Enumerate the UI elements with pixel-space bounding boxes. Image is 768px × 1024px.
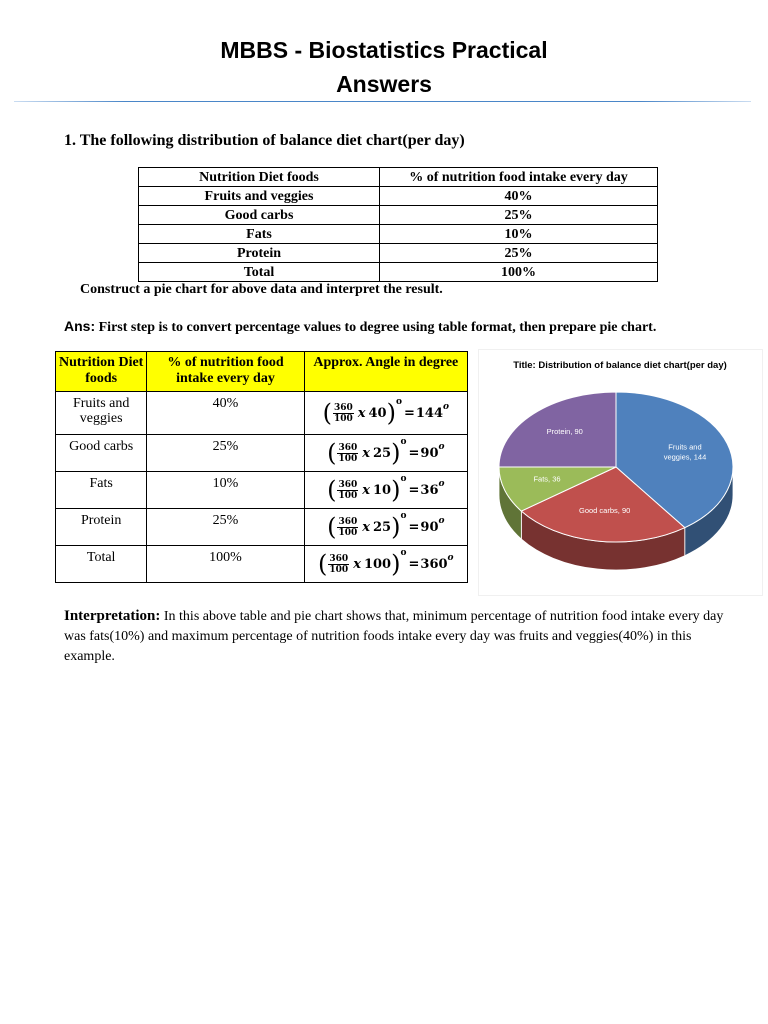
equals-sign: =	[403, 405, 415, 421]
pie-slice-label: Good carbs, 90	[579, 505, 631, 515]
fraction	[337, 517, 358, 538]
table-header-row	[56, 352, 468, 392]
table-cell: 25%	[380, 244, 658, 263]
fraction	[337, 443, 358, 464]
fraction-denominator: 100	[338, 527, 358, 538]
multiplier: 25	[373, 519, 392, 535]
open-paren: (	[322, 399, 332, 427]
food-cell: Good carbs	[56, 435, 147, 472]
multiply-sign: x	[362, 482, 371, 498]
food-cell: Fats	[56, 472, 147, 509]
food-cell: Protein	[56, 509, 147, 546]
fraction-numerator: 360	[338, 442, 358, 453]
table-header-cell: % of nutrition food intake every day	[147, 352, 304, 392]
open-paren: (	[327, 513, 337, 541]
degree-superscript: o	[400, 436, 407, 447]
angle-formula-cell	[304, 472, 467, 509]
instruction-text: Construct a pie chart for above data and interpret the result.	[80, 282, 443, 297]
table-header-cell: % of nutrition food intake every day	[380, 168, 658, 187]
interpretation	[64, 606, 744, 667]
close-paren: )	[386, 399, 396, 427]
fraction-numerator: 360	[338, 479, 358, 490]
table-row	[56, 546, 468, 583]
angle-result: 90	[420, 445, 439, 461]
angle-formula	[322, 396, 450, 427]
answer-text	[64, 318, 656, 336]
multiply-sign: x	[357, 405, 366, 421]
fraction-denominator: 100	[338, 453, 358, 464]
multiply-sign: x	[362, 519, 371, 535]
degree-superscript: o	[395, 396, 402, 407]
fraction-denominator: 100	[333, 413, 353, 424]
multiplier: 40	[368, 405, 387, 421]
degree-symbol: o	[438, 478, 445, 489]
pie-slice-label: Protein, 90	[546, 427, 583, 437]
degree-symbol: o	[447, 552, 454, 563]
table-cell: 40%	[380, 187, 658, 206]
fraction-numerator: 360	[333, 402, 353, 413]
table-row	[56, 392, 468, 435]
table-cell: Fruits and veggies	[139, 187, 380, 206]
fraction-numerator: 360	[329, 553, 349, 564]
fraction	[337, 480, 358, 501]
equals-sign: =	[408, 445, 420, 461]
degree-symbol: o	[443, 401, 450, 412]
fraction-denominator: 100	[338, 490, 358, 501]
page-title: MBBS - Biostatistics Practical	[220, 37, 548, 63]
angle-formula-cell	[304, 546, 467, 583]
fraction-denominator: 100	[329, 564, 349, 575]
angle-formula-cell	[304, 509, 467, 546]
angle-formula	[327, 510, 445, 541]
distribution-table	[138, 167, 658, 282]
header-divider	[14, 101, 751, 102]
chart-title: Title: Distribution of balance diet chart(per day)	[513, 360, 727, 371]
open-paren: (	[327, 476, 337, 504]
close-paren: )	[391, 476, 401, 504]
table-cell: 25%	[380, 206, 658, 225]
equals-sign: =	[408, 482, 420, 498]
pie-slice-label: Fruits and veggies, 144	[663, 442, 707, 462]
equals-sign: =	[408, 556, 420, 572]
angle-result: 144	[415, 405, 444, 421]
multiplier: 25	[373, 445, 392, 461]
degree-superscript: o	[400, 473, 407, 484]
table-cell: 10%	[380, 225, 658, 244]
table-header-cell: Approx. Angle in degree	[304, 352, 467, 392]
angle-result: 360	[420, 556, 448, 572]
angle-formula	[327, 473, 445, 504]
multiplier: 100	[363, 556, 392, 572]
percent-cell: 100%	[147, 546, 304, 583]
angle-formula	[318, 547, 454, 578]
answer-body: First step is to convert percentage values to degree using table format, then prepare pie chart.	[98, 320, 657, 335]
table-cell: Protein	[139, 244, 380, 263]
table-row	[56, 435, 468, 472]
pie-chart	[478, 349, 763, 596]
table-row	[139, 187, 658, 206]
close-paren: )	[391, 439, 401, 467]
table-cell: 100%	[380, 263, 658, 282]
fraction	[328, 554, 349, 575]
degree-superscript: o	[400, 510, 407, 521]
degree-symbol: o	[438, 441, 445, 452]
multiply-sign: x	[362, 445, 371, 461]
equals-sign: =	[408, 519, 420, 535]
angle-formula-cell	[304, 435, 467, 472]
percent-cell: 40%	[147, 392, 304, 435]
percent-cell: 25%	[147, 435, 304, 472]
table-row	[56, 472, 468, 509]
interpretation-text: In this above table and pie chart shows that, minimum percentage of nutrition food intake every day was fats(10%) and maximum percentage of nutrition foods intake every day was fruits and veggies(40%) in this example.	[64, 609, 724, 664]
table-row	[139, 206, 658, 225]
angle-formula	[327, 436, 445, 467]
table-header-row	[139, 168, 658, 187]
pie-chart-svg	[479, 350, 762, 595]
food-cell: Total	[56, 546, 147, 583]
open-paren: (	[327, 439, 337, 467]
fraction-numerator: 360	[338, 516, 358, 527]
table-row	[139, 263, 658, 282]
close-paren: )	[391, 513, 401, 541]
open-paren: (	[318, 550, 328, 578]
degree-superscript: o	[400, 547, 407, 558]
table-row	[139, 225, 658, 244]
table-row	[56, 509, 468, 546]
table-cell: Good carbs	[139, 206, 380, 225]
table-header-cell: Nutrition Diet foods	[56, 352, 147, 392]
table-cell: Total	[139, 263, 380, 282]
table-row	[139, 244, 658, 263]
interpretation-label: Interpretation:	[64, 608, 161, 624]
degree-symbol: o	[438, 515, 445, 526]
question-text: 1. The following distribution of balance diet chart(per day)	[64, 132, 465, 149]
angle-result: 90	[420, 519, 439, 535]
page-subtitle: Answers	[336, 71, 432, 97]
angle-formula-cell	[304, 392, 467, 435]
table-header-cell: Nutrition Diet foods	[139, 168, 380, 187]
close-paren: )	[391, 550, 401, 578]
percent-cell: 10%	[147, 472, 304, 509]
percent-cell: 25%	[147, 509, 304, 546]
multiply-sign: x	[353, 556, 361, 572]
angle-result: 36	[420, 482, 439, 498]
food-cell: Fruits and veggies	[56, 392, 147, 435]
fraction	[333, 403, 354, 424]
angle-table	[55, 351, 468, 583]
table-cell: Fats	[139, 225, 380, 244]
multiplier: 10	[373, 482, 392, 498]
pie-slice-label: Fats, 36	[533, 474, 561, 484]
answer-label: Ans:	[64, 318, 96, 334]
